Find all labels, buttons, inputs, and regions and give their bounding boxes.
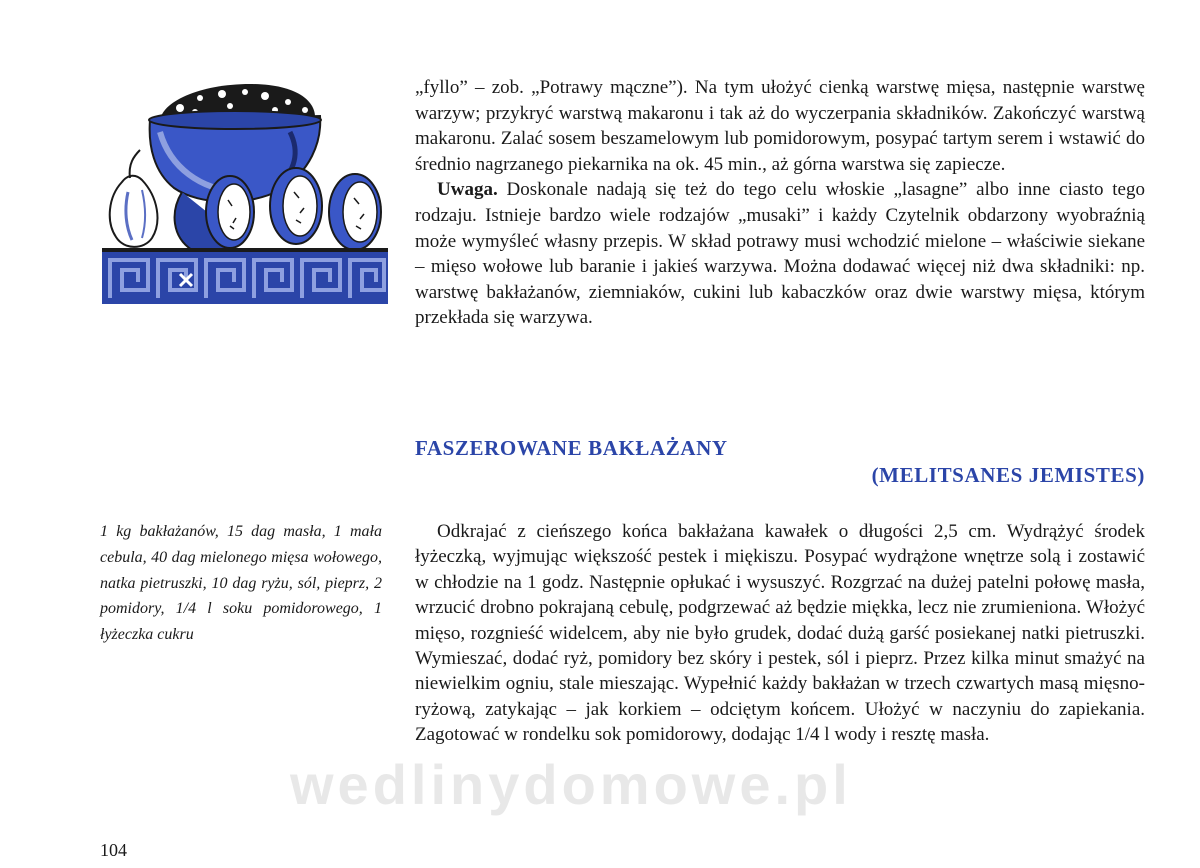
note-text: Doskonale nadają się też do tego celu włoskie „lasagne” albo inne ciasto tego rodzaju. Istnieje bardzo wiele rodzajów „musaki” i każdy Czytelnik obdarzony wyobraźnią może wymyśleć własny przepis. W skład potrawy musi wchodzić mielone – właściwie siekane – mięso wołowe lub baranie i jakieś warzywa. Można dodawać więcej niż dwa składniki: np. warstwę bakłażanów, ziemniaków, cukini lub kabaczków oraz dwie warstwy mięsa, którym przekłada się warzywa. (415, 179, 1145, 329)
recipe-instructions: Odkrajać z cieńszego końca bakłażana kawałek o długości 2,5 cm. Wydrążyć środek łyżeczką, wyjmując większość pestek i miękiszu. Posypać wydrążone wnętrze solą i zostawić w chłodzie na 1 godz. Następnie opłukać i wysuszyć. Rozgrzać na dużej patelni połowę masła, wrzucić drobno pokrajaną cebulę, podgrzewać aż będzie miękka, lecz nie zrumieniona. Włożyć mięso, rozgnieść widelcem, aby nie było grudek, dodać dużą garść posiekanej natki pietruszki. Wymieszać, dodać ryż, pomidory bez skóry i pestek, sól i pieprz. Przez kilka minut smażyć na niewielkim ogniu, stale mieszając. Wypełnić każdy bakłażan w trzech czwartych masą mięsno-ryżową, zatykając – jak korkiem – odciętym końcem. Ułożyć w naczyniu do zapiekania. Zagotować w rondelku sok pomidorowy, dodając 1/4 l wody i resztę masła. (415, 521, 1145, 746)
text-top-section (415, 75, 1145, 331)
note-paragraph (415, 177, 1145, 331)
watermark: wedlinydomowe.pl (290, 753, 852, 816)
recipe-subtitle: (MELITSANES JEMISTES) (871, 463, 1145, 487)
page-number: 104 (100, 840, 127, 860)
eggplant-slice-icon (270, 168, 322, 244)
eggplant-dish-illustration (100, 72, 390, 307)
ingredients-list: 1 kg bakłażanów, 15 dag masła, 1 mała cebula, 40 dag mielonego mięsa wołowego, natka pietruszki, 10 dag ryżu, sól, pieprz, 2 pomidory, 1/4 l soku pomidorowego, 1 łyżeczka cukru (100, 523, 382, 644)
recipe-title: FASZEROWANE BAKŁAŻANY (415, 436, 728, 460)
eggplant-slice-icon (329, 174, 381, 250)
note-label: Uwaga. (437, 179, 498, 201)
paragraph-continuation: „fyllo” – zob. „Potrawy mączne”). Na tym ułożyć cienką warstwę mięsa, następnie warstwę warzyw; przykryć warstwą makaronu i tak aż do wyczerpania składników. Zakończyć warstwą makaronu. Zalać sosem beszamelowym lub pomidorowym, posypać tartym serem i wstawić do średnio nagrzanego piekarnika na ok. 45 min., aż górna warstwa się zapiecze. (415, 77, 1145, 175)
greek-key-border (102, 248, 388, 304)
garlic-icon (110, 150, 158, 247)
